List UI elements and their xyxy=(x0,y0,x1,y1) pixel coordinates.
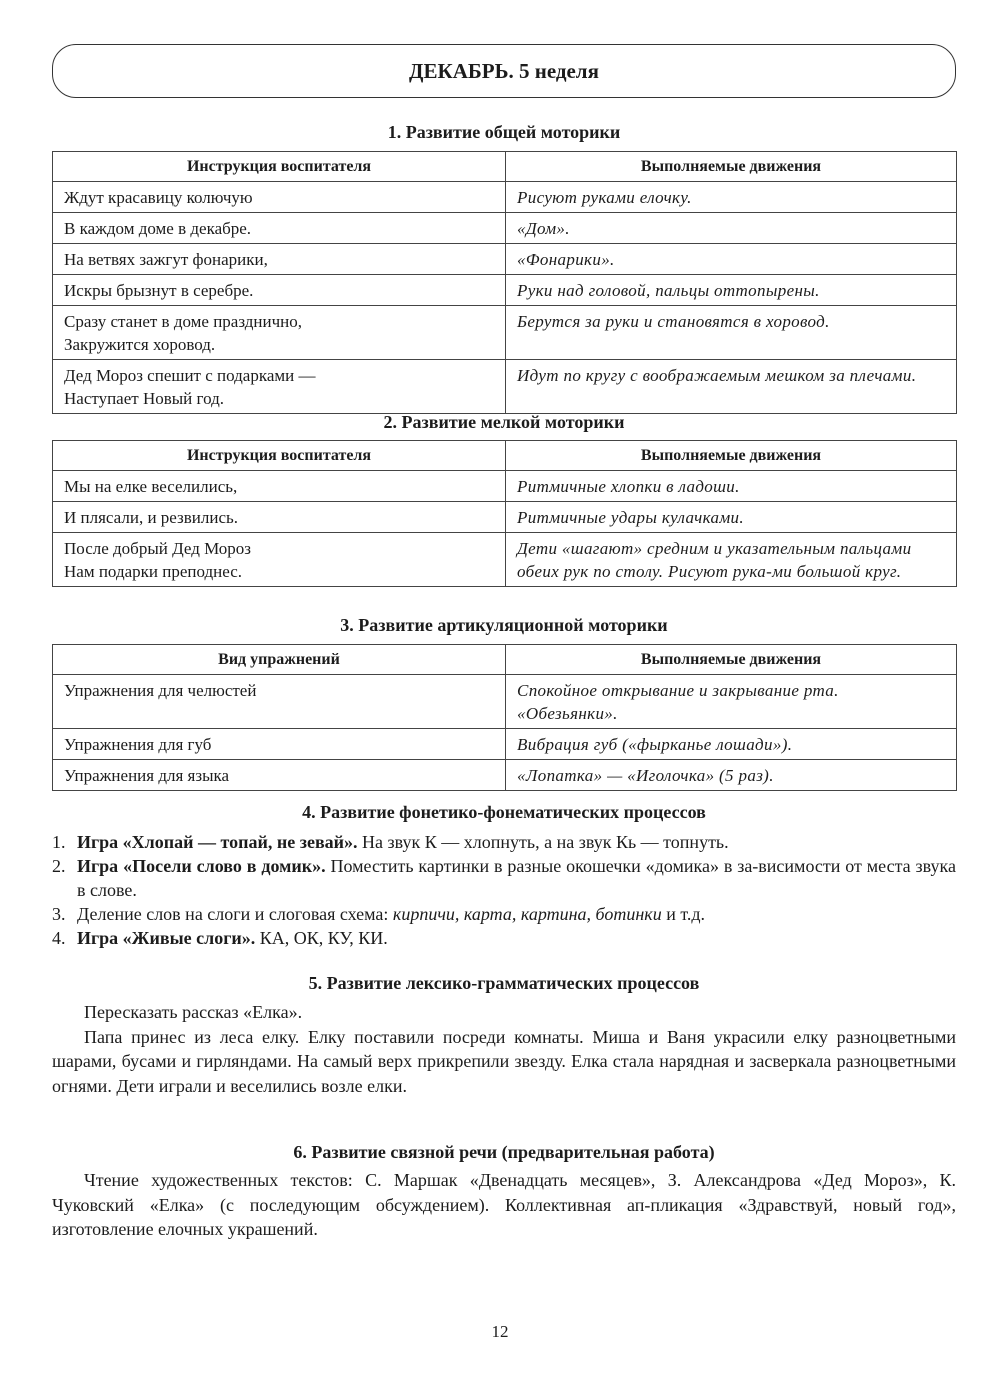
movement-cell: «Дом». xyxy=(506,213,957,244)
section-1-table xyxy=(52,151,957,414)
table-row xyxy=(53,360,957,414)
table-row xyxy=(53,471,957,502)
list-item xyxy=(52,902,956,926)
section-1-heading: 1. Развитие общей моторики xyxy=(387,122,621,142)
item-number: 1. xyxy=(52,832,66,852)
game-title: Игра «Живые слоги». xyxy=(77,928,256,948)
instruction-cell: Ждут красавицу колючую xyxy=(53,182,506,213)
table-header-row xyxy=(53,441,957,471)
instruction-cell: Упражнения для языка xyxy=(53,760,506,791)
list-item xyxy=(52,830,956,854)
section-2-heading: 2. Развитие мелкой моторики xyxy=(383,412,625,432)
item-text: КА, ОК, КУ, КИ. xyxy=(255,928,388,948)
instruction-cell: На ветвях зажгут фонарики, xyxy=(53,244,506,275)
instruction-cell: В каждом доме в декабре. xyxy=(53,213,506,244)
table-row xyxy=(53,213,957,244)
movement-cell: Спокойное открывание и закрывание рта. «Обезьянки». xyxy=(506,675,957,729)
section-2-table xyxy=(52,440,957,587)
movement-cell: «Лопатка» — «Иголочка» (5 раз). xyxy=(506,760,957,791)
movement-cell: Дети «шагают» средним и указательным пальцами обеих рук по столу. Рисуют рука-ми большой круг. xyxy=(506,533,957,587)
table-row xyxy=(53,729,957,760)
paragraph: Папа принес из леса елку. Елку поставили посреди комнаты. Миша и Ваня украсили елку разноцветными шарами, бусами и гирляндами. На самый верх прикрепили звезду. Елка стала нарядная и засверкала разноцветными огнями. Дети играли и веселились возле елки. xyxy=(52,1026,956,1096)
movement-cell: Рисуют руками елочку. xyxy=(506,182,957,213)
item-text: Деление слов на слоги и слоговая схема: xyxy=(77,904,393,924)
page-number: 12 xyxy=(491,1322,509,1341)
table-header-row xyxy=(53,152,957,182)
table-row xyxy=(53,244,957,275)
game-title: Игра «Хлопай — топай, не зевай». xyxy=(77,832,358,852)
column-header: Инструкция воспитателя xyxy=(53,441,506,471)
table-row xyxy=(53,760,957,791)
instruction-cell: После добрый Дед Мороз Нам подарки преподнес. xyxy=(53,533,506,587)
movement-cell: Идут по кругу с воображаемым мешком за плечами. xyxy=(506,360,957,414)
item-number: 4. xyxy=(52,928,66,948)
column-header: Выполняемые движения xyxy=(506,152,957,182)
table-header-row xyxy=(53,645,957,675)
item-words: кирпичи, карта, картина, ботинки xyxy=(392,904,662,924)
table-row xyxy=(53,502,957,533)
movement-cell: Вибрация губ («фырканье лошади»). xyxy=(506,729,957,760)
item-text: Поместить картинки в разные окошечки «домика» в за-висимости от места звука в слове. xyxy=(77,856,957,900)
instruction-cell: Дед Мороз спешит с подарками — Наступает Новый год. xyxy=(53,360,506,414)
section-4-heading: 4. Развитие фонетико-фонематических процессов xyxy=(302,802,706,822)
movement-cell: Ритмичные хлопки в ладоши. xyxy=(506,471,957,502)
movement-cell: Руки над головой, пальцы оттопырены. xyxy=(506,275,957,306)
page-title: ДЕКАБРЬ. 5 неделя xyxy=(52,44,956,98)
column-header: Выполняемые движения xyxy=(506,645,957,675)
table-row xyxy=(53,533,957,587)
section-5-heading: 5. Развитие лексико-грамматических процессов xyxy=(308,973,700,993)
paragraph: Чтение художественных текстов: С. Маршак «Двенадцать месяцев», З. Александрова «Дед Мороз», К. Чуковский «Елка» (с последующим обсуждением). Коллективная ап-пликация «Здравствуй, новый год», изготовление елочных украшений. xyxy=(52,1170,956,1239)
instruction-cell: Упражнения для челюстей xyxy=(53,675,506,729)
table-row xyxy=(53,675,957,729)
item-number: 2. xyxy=(52,856,66,876)
column-header: Вид упражнений xyxy=(53,645,506,675)
column-header: Выполняемые движения xyxy=(506,441,957,471)
table-row xyxy=(53,306,957,360)
section-3-heading: 3. Развитие артикуляционной моторики xyxy=(340,615,668,635)
table-row xyxy=(53,275,957,306)
movement-cell: Ритмичные удары кулачками. xyxy=(506,502,957,533)
instruction-cell: Упражнения для губ xyxy=(53,729,506,760)
instruction-cell: Сразу станет в доме празднично, Закружится хоровод. xyxy=(53,306,506,360)
list-item xyxy=(52,854,956,902)
list-item xyxy=(52,926,956,950)
table-row xyxy=(53,182,957,213)
section-6-heading: 6. Развитие связной речи (предварительная работа) xyxy=(293,1142,715,1162)
item-number: 3. xyxy=(52,904,66,924)
instruction-cell: Искры брызнут в серебре. xyxy=(53,275,506,306)
section-5-text xyxy=(52,1000,956,1098)
paragraph: Пересказать рассказ «Елка». xyxy=(84,1002,303,1022)
item-text: На звук К — хлопнуть, а на звук Кь — топнуть. xyxy=(357,832,729,852)
section-6-text xyxy=(52,1168,956,1242)
item-text-tail: и т.д. xyxy=(661,904,706,924)
game-title: Игра «Посели слово в домик». xyxy=(77,856,326,876)
movement-cell: «Фонарики». xyxy=(506,244,957,275)
instruction-cell: Мы на елке веселились, xyxy=(53,471,506,502)
section-4-list xyxy=(52,830,956,950)
movement-cell: Берутся за руки и становятся в хоровод. xyxy=(506,306,957,360)
instruction-cell: И плясали, и резвились. xyxy=(53,502,506,533)
section-3-table xyxy=(52,644,957,791)
column-header: Инструкция воспитателя xyxy=(53,152,506,182)
